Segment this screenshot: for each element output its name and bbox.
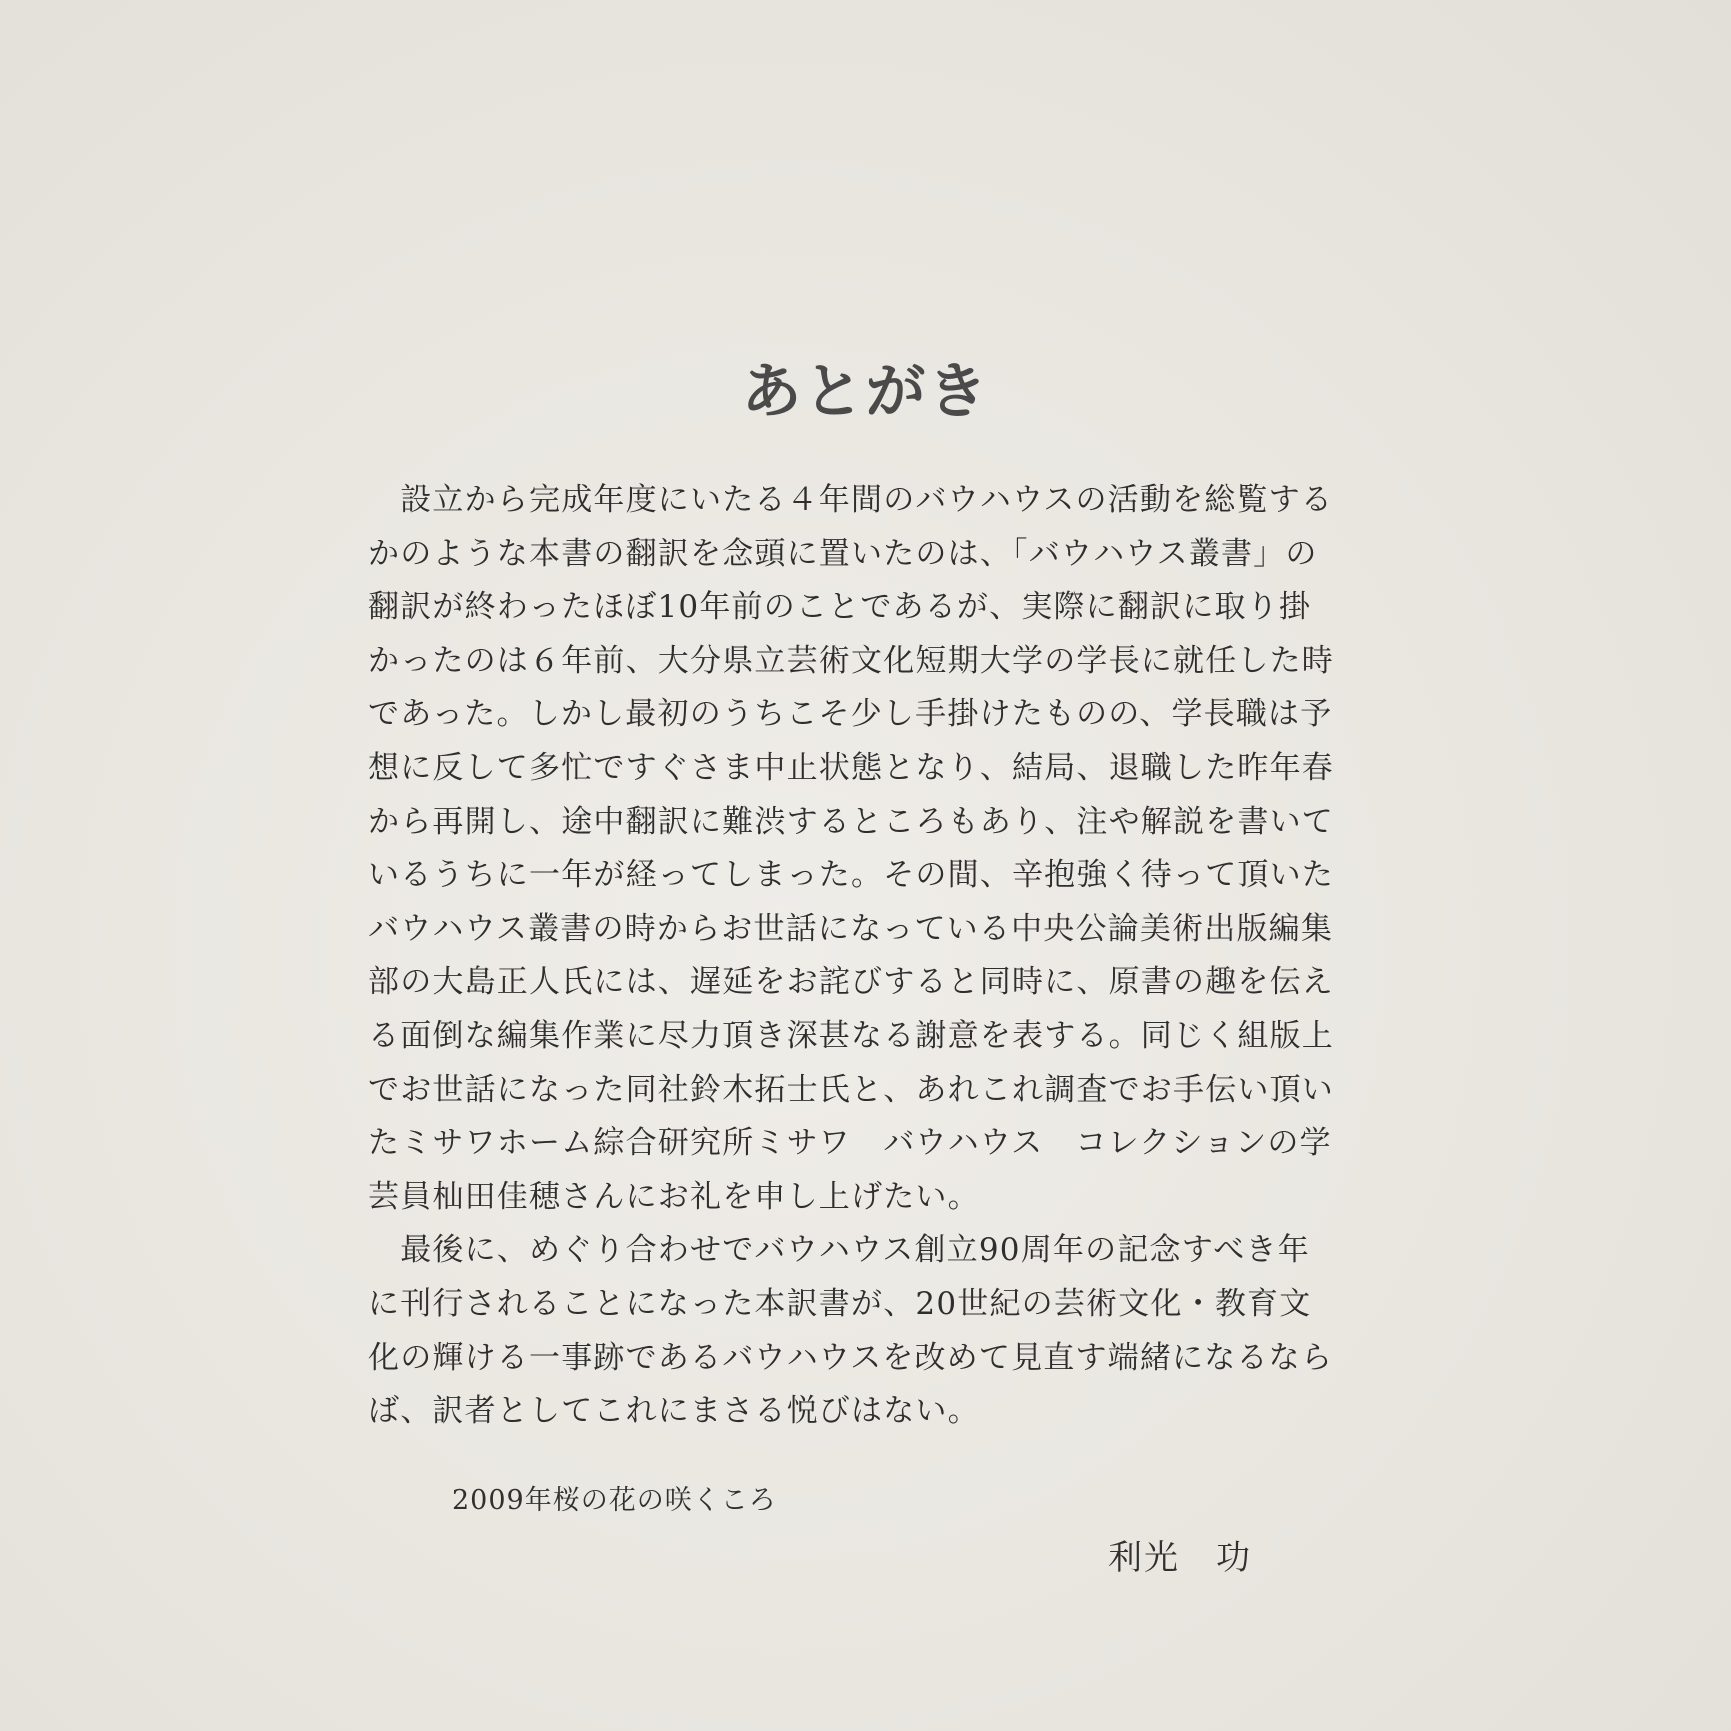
body-line: 設立から完成年度にいたる４年間のバウハウスの活動を総覧する [368,482,1334,518]
body-line: 部の大島正人氏には、遅延をお詫びすると同時に、原書の趣を伝え [368,964,1334,1001]
body-line: に刊行されることになった本訳書が、20世紀の芸術文化・教育文 [368,1285,1312,1322]
body-line: から再開し、途中翻訳に難渋するところもあり、注や解説を書いて [368,803,1334,840]
body-line: ば、訳者としてこれにまさる悦びはない。 [368,1393,980,1430]
afterword-body [368,474,1334,1439]
body-line: 芸員杣田佳穂さんにお礼を申し上げたい。 [368,1178,980,1215]
page-title: あとがき [741,357,990,428]
body-line: 化の輝ける一事跡であるバウハウスを改めて見直す端緒になるなら [368,1339,1334,1376]
body-line: る面倒な編集作業に尽力頂き深甚なる謝意を表する。同じく組版上 [368,1017,1334,1054]
body-line: バウハウス叢書の時からお世話になっている中央公論美術出版編集 [368,910,1334,947]
author-signature: 利光 功 [1108,1538,1252,1578]
body-line: でお世話になった同社鈴木拓士氏と、あれこれ調査でお手伝い頂い [368,1071,1334,1108]
body-line: 最後に、めぐり合わせでバウハウス創立90周年の記念すべき年 [368,1232,1310,1269]
body-line: 想に反して多忙ですぐさま中止状態となり、結局、退職した昨年春 [368,749,1334,786]
body-line: かのような本書の翻訳を念頭に置いたのは、「バウハウス叢書」の [368,535,1318,572]
body-line: 翻訳が終わったほぼ10年前のことであるが、実際に翻訳に取り掛 [368,589,1312,626]
date-line: 2009年桜の花の咲くころ [452,1485,777,1516]
body-line: たミサワホーム綜合研究所ミサワ バウハウス コレクションの学 [368,1125,1332,1162]
body-line: であった。しかし最初のうちこそ少し手掛けたものの、学長職は予 [368,696,1333,733]
body-line: いるうちに一年が経ってしまった。その間、辛抱強く待って頂いた [368,857,1334,894]
body-line: かったのは６年前、大分県立芸術文化短期大学の学長に就任した時 [368,642,1334,679]
